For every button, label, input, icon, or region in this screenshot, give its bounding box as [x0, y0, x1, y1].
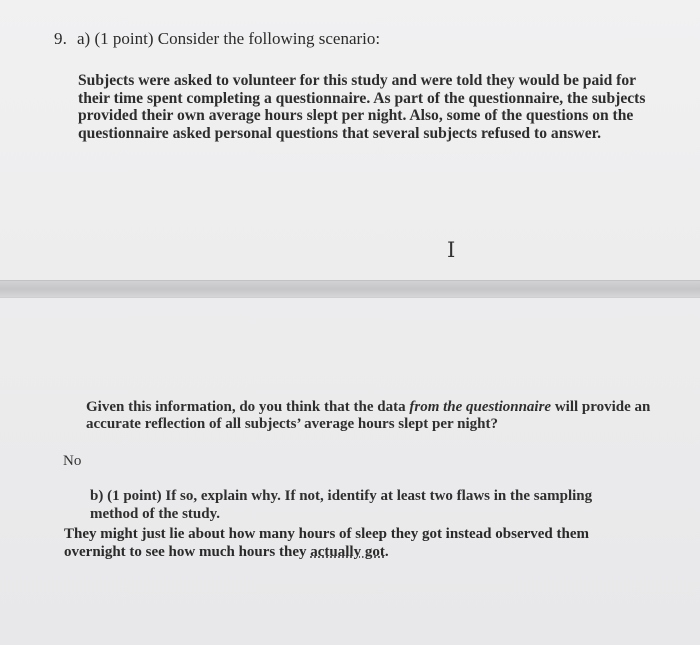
- text-cursor-icon: I: [447, 238, 456, 262]
- question-number: 9.: [54, 29, 67, 48]
- prompt-text-start: Given this information, do you think that the data: [86, 399, 410, 415]
- answer-b-underlined-text: actually got: [310, 543, 385, 560]
- answer-b-text-end: .: [384, 543, 389, 560]
- question-title: a) (1 point) Consider the following scenario:: [77, 29, 381, 48]
- answer-b-text: They might just lie about how many hours of sleep they got instead observed them overnight to see how much hours they: [64, 526, 590, 560]
- part-b-question: b) (1 point) If so, explain why. If not, identify at least two flaws in the sampling method of the study.: [90, 488, 593, 522]
- question-prompt: [86, 399, 661, 433]
- page-break-divider: [0, 280, 700, 298]
- prompt-text-end: will provide an accurate reflection of all subjects’ average hours slept per night?: [86, 399, 651, 432]
- answer-a-field[interactable]: No: [63, 453, 82, 469]
- scenario-text: Subjects were asked to volunteer for this study and were told they would be paid for their time spent completing a questionnaire. As part of the questionnaire, the subjects provided their own average hours slept per night. Also, some of the questions on the questionnaire asked personal questions that several subjects refused to answer.: [78, 72, 646, 142]
- answer-b-field[interactable]: [64, 526, 624, 561]
- prompt-text-emphasis: from the questionnaire: [409, 399, 552, 415]
